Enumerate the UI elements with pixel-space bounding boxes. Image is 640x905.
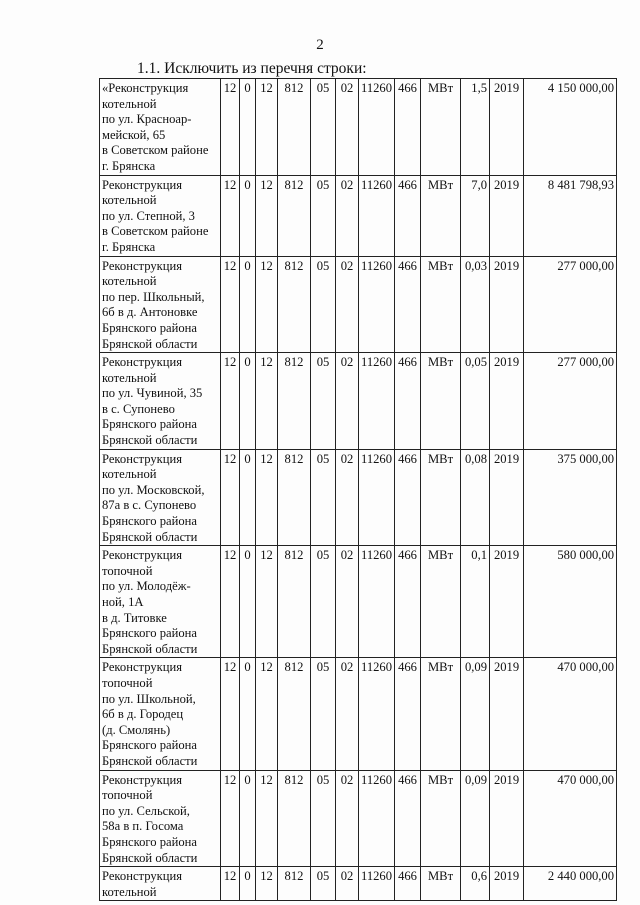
cell-amount: 2 440 000,00 bbox=[524, 867, 617, 901]
cell-code-6: 02 bbox=[336, 546, 359, 658]
cell-capacity: 0,05 bbox=[461, 353, 490, 450]
cell-code-8: 466 bbox=[395, 449, 421, 546]
cell-capacity: 0,03 bbox=[461, 256, 490, 353]
cell-code-4: 812 bbox=[278, 867, 311, 901]
cell-unit: МВт bbox=[421, 79, 461, 176]
cell-amount: 4 150 000,00 bbox=[524, 79, 617, 176]
cell-row-name: Реконструкция котельной по ул. Степной, 3 в Советском районе г. Брянска bbox=[100, 175, 221, 256]
cell-capacity: 0,6 bbox=[461, 867, 490, 901]
cell-code-4: 812 bbox=[278, 770, 311, 867]
cell-code-6: 02 bbox=[336, 256, 359, 353]
cell-year: 2019 bbox=[490, 353, 524, 450]
cell-row-name: Реконструкция котельной по пер. Школьный, 6б в д. Антоновке Брянского района Брянской области bbox=[100, 256, 221, 353]
cell-capacity: 0,09 bbox=[461, 770, 490, 867]
cell-code-3: 12 bbox=[256, 546, 278, 658]
cell-code-4: 812 bbox=[278, 256, 311, 353]
cell-code-5: 05 bbox=[311, 658, 336, 770]
cell-amount: 277 000,00 bbox=[524, 353, 617, 450]
cell-code-7: 11260 bbox=[359, 867, 395, 901]
cell-code-8: 466 bbox=[395, 546, 421, 658]
cell-code-4: 812 bbox=[278, 449, 311, 546]
cell-code-4: 812 bbox=[278, 658, 311, 770]
cell-row-name: Реконструкция котельной по ул. Московской, 87а в с. Супонево Брянского района Брянской области bbox=[100, 449, 221, 546]
cell-code-5: 05 bbox=[311, 546, 336, 658]
cell-amount: 375 000,00 bbox=[524, 449, 617, 546]
cell-year: 2019 bbox=[490, 449, 524, 546]
table-row bbox=[100, 256, 617, 353]
cell-unit: МВт bbox=[421, 353, 461, 450]
cell-code-8: 466 bbox=[395, 770, 421, 867]
cell-code-5: 05 bbox=[311, 175, 336, 256]
cell-code-7: 11260 bbox=[359, 79, 395, 176]
cell-code-2: 0 bbox=[240, 867, 256, 901]
cell-unit: МВт bbox=[421, 546, 461, 658]
cell-code-1: 12 bbox=[221, 256, 240, 353]
cell-year: 2019 bbox=[490, 770, 524, 867]
table-row bbox=[100, 658, 617, 770]
cell-capacity: 0,09 bbox=[461, 658, 490, 770]
cell-code-8: 466 bbox=[395, 353, 421, 450]
cell-capacity: 0,1 bbox=[461, 546, 490, 658]
cell-code-3: 12 bbox=[256, 256, 278, 353]
cell-row-name: Реконструкция топочной по ул. Школьной, 6б в д. Городец (д. Смолянь) Брянского района Брянской области bbox=[100, 658, 221, 770]
cell-year: 2019 bbox=[490, 867, 524, 901]
cell-unit: МВт bbox=[421, 449, 461, 546]
table-row bbox=[100, 175, 617, 256]
cell-code-3: 12 bbox=[256, 79, 278, 176]
cell-code-6: 02 bbox=[336, 770, 359, 867]
cell-code-2: 0 bbox=[240, 353, 256, 450]
cell-code-7: 11260 bbox=[359, 256, 395, 353]
table-row bbox=[100, 546, 617, 658]
section-heading: 1.1. Исключить из перечня строки: bbox=[137, 60, 367, 77]
cell-code-5: 05 bbox=[311, 449, 336, 546]
cell-code-4: 812 bbox=[278, 175, 311, 256]
table-row bbox=[100, 867, 617, 901]
cell-code-3: 12 bbox=[256, 770, 278, 867]
cell-amount: 8 481 798,93 bbox=[524, 175, 617, 256]
cell-code-2: 0 bbox=[240, 658, 256, 770]
cell-code-4: 812 bbox=[278, 79, 311, 176]
cell-code-4: 812 bbox=[278, 353, 311, 450]
cell-year: 2019 bbox=[490, 79, 524, 176]
cell-row-name: «Реконструкция котельной по ул. Красноар- мейской, 65 в Советском районе г. Брянска bbox=[100, 79, 221, 176]
cell-code-3: 12 bbox=[256, 867, 278, 901]
cell-row-name: Реконструкция топочной по ул. Сельской, 58а в п. Госома Брянского района Брянской области bbox=[100, 770, 221, 867]
cell-code-6: 02 bbox=[336, 867, 359, 901]
cell-code-1: 12 bbox=[221, 546, 240, 658]
cell-code-6: 02 bbox=[336, 175, 359, 256]
cell-code-2: 0 bbox=[240, 449, 256, 546]
cell-code-5: 05 bbox=[311, 867, 336, 901]
cell-code-7: 11260 bbox=[359, 175, 395, 256]
cell-code-7: 11260 bbox=[359, 770, 395, 867]
cell-year: 2019 bbox=[490, 175, 524, 256]
cell-code-2: 0 bbox=[240, 546, 256, 658]
cell-amount: 470 000,00 bbox=[524, 770, 617, 867]
cell-code-8: 466 bbox=[395, 175, 421, 256]
page-number: 2 bbox=[316, 37, 324, 53]
cell-code-6: 02 bbox=[336, 658, 359, 770]
table-row bbox=[100, 79, 617, 176]
cell-code-1: 12 bbox=[221, 353, 240, 450]
table-row bbox=[100, 449, 617, 546]
cell-code-6: 02 bbox=[336, 353, 359, 450]
cell-code-6: 02 bbox=[336, 449, 359, 546]
cell-code-2: 0 bbox=[240, 256, 256, 353]
cell-year: 2019 bbox=[490, 658, 524, 770]
cell-capacity: 0,08 bbox=[461, 449, 490, 546]
cell-code-8: 466 bbox=[395, 256, 421, 353]
cell-code-2: 0 bbox=[240, 770, 256, 867]
cell-amount: 580 000,00 bbox=[524, 546, 617, 658]
cell-code-2: 0 bbox=[240, 175, 256, 256]
cell-code-3: 12 bbox=[256, 658, 278, 770]
cell-code-7: 11260 bbox=[359, 449, 395, 546]
cell-code-3: 12 bbox=[256, 449, 278, 546]
cell-code-1: 12 bbox=[221, 867, 240, 901]
cell-code-6: 02 bbox=[336, 79, 359, 176]
cell-row-name: Реконструкция котельной bbox=[100, 867, 221, 901]
cell-code-1: 12 bbox=[221, 449, 240, 546]
cell-code-1: 12 bbox=[221, 658, 240, 770]
cell-capacity: 7,0 bbox=[461, 175, 490, 256]
cell-capacity: 1,5 bbox=[461, 79, 490, 176]
cell-code-3: 12 bbox=[256, 353, 278, 450]
cell-unit: МВт bbox=[421, 256, 461, 353]
cell-unit: МВт bbox=[421, 175, 461, 256]
cell-code-8: 466 bbox=[395, 658, 421, 770]
objects-table bbox=[99, 78, 617, 901]
table-row bbox=[100, 353, 617, 450]
cell-code-7: 11260 bbox=[359, 353, 395, 450]
cell-code-3: 12 bbox=[256, 175, 278, 256]
cell-code-1: 12 bbox=[221, 79, 240, 176]
cell-amount: 277 000,00 bbox=[524, 256, 617, 353]
cell-code-5: 05 bbox=[311, 79, 336, 176]
cell-code-5: 05 bbox=[311, 353, 336, 450]
cell-code-8: 466 bbox=[395, 867, 421, 901]
cell-row-name: Реконструкция топочной по ул. Молодёж- ной, 1А в д. Титовке Брянского района Брянской области bbox=[100, 546, 221, 658]
cell-year: 2019 bbox=[490, 256, 524, 353]
cell-code-5: 05 bbox=[311, 256, 336, 353]
cell-code-8: 466 bbox=[395, 79, 421, 176]
cell-code-7: 11260 bbox=[359, 658, 395, 770]
cell-code-5: 05 bbox=[311, 770, 336, 867]
cell-code-1: 12 bbox=[221, 175, 240, 256]
cell-code-2: 0 bbox=[240, 79, 256, 176]
cell-row-name: Реконструкция котельной по ул. Чувиной, 35 в с. Супонево Брянского района Брянской области bbox=[100, 353, 221, 450]
table-row bbox=[100, 770, 617, 867]
cell-code-7: 11260 bbox=[359, 546, 395, 658]
cell-unit: МВт bbox=[421, 867, 461, 901]
cell-amount: 470 000,00 bbox=[524, 658, 617, 770]
cell-code-4: 812 bbox=[278, 546, 311, 658]
cell-unit: МВт bbox=[421, 658, 461, 770]
table-body bbox=[100, 79, 617, 901]
cell-unit: МВт bbox=[421, 770, 461, 867]
cell-year: 2019 bbox=[490, 546, 524, 658]
cell-code-1: 12 bbox=[221, 770, 240, 867]
